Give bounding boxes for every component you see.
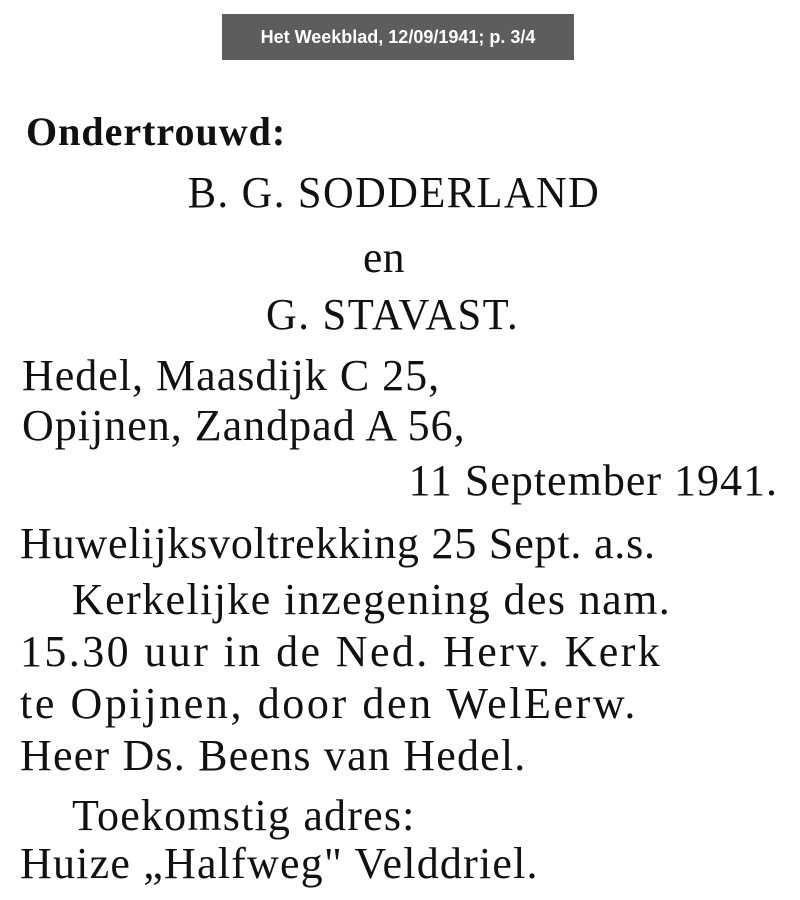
- ceremony-line: te Opijnen, door den WelEerw.: [20, 679, 639, 728]
- announcement-date: 11 September 1941.: [408, 456, 778, 505]
- future-address: Huize „Halfweg" Velddriel.: [20, 839, 539, 888]
- groom-name: B. G. SODDERLAND: [187, 168, 601, 217]
- wedding-date-line: Huwelijksvoltrekking 25 Sept. a.s.: [20, 519, 656, 568]
- ceremony-line: 15.30 uur in de Ned. Herv. Kerk: [20, 627, 663, 676]
- ceremony-line: Heer Ds. Beens van Hedel.: [20, 731, 527, 780]
- announcement-heading: Ondertrouwd:: [26, 109, 287, 154]
- source-caption: Het Weekblad, 12/09/1941; p. 3/4: [222, 14, 574, 60]
- groom-address: Hedel, Maasdijk C 25,: [22, 351, 441, 400]
- conjunction-text: en: [362, 233, 406, 282]
- future-address-label: Toekomstig adres:: [72, 791, 416, 840]
- bride-address: Opijnen, Zandpad A 56,: [22, 401, 466, 450]
- ceremony-line: Kerkelijke inzegening des nam.: [72, 575, 672, 624]
- bride-name: G. STAVAST.: [266, 290, 520, 339]
